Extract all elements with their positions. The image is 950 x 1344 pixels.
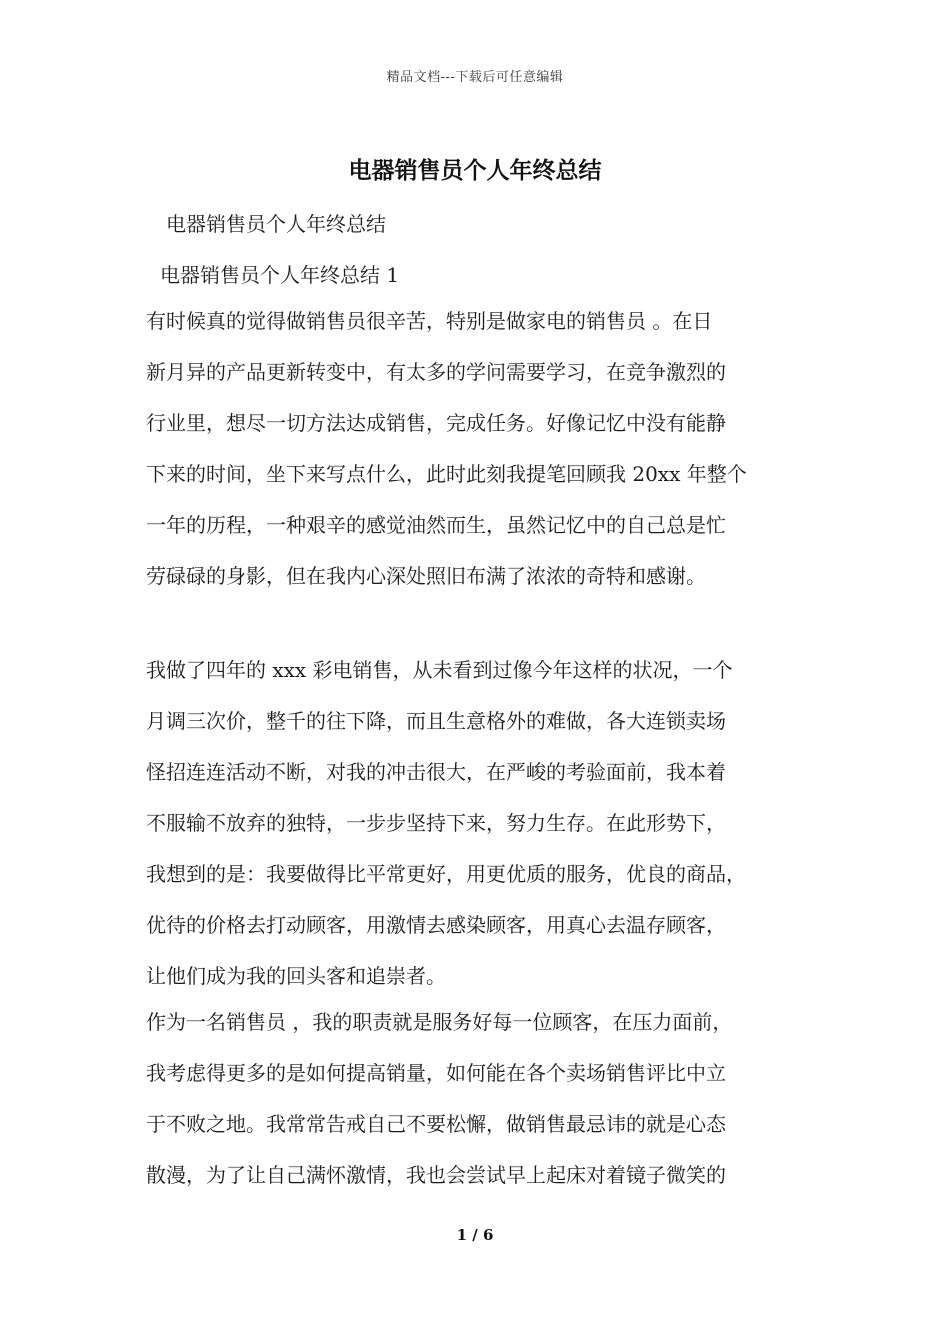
paragraph-line: 月调三次价，整千的往下降，而且生意格外的难做，各大连锁卖场 bbox=[146, 709, 726, 733]
paragraph-line: 怪招连连活动不断，对我的冲击很大，在严峻的考验面前，我本着 bbox=[146, 760, 726, 784]
paragraph-line: 于不败之地。我常常告戒自己不要松懈，做销售最忌讳的就是心态 bbox=[146, 1112, 726, 1136]
paragraph-line: 我做了四年的 xxx 彩电销售，从未看到过像今年这样的状况，一个 bbox=[146, 658, 733, 682]
paragraph-line: 我想到的是：我要做得比平常更好，用更优质的服务，优良的商品， bbox=[146, 862, 746, 886]
paragraph-line: 下来的时间，坐下来写点什么，此时此刻我提笔回顾我 20xx 年整个 bbox=[146, 462, 747, 486]
document-title: 电器销售员个人年终总结 bbox=[348, 157, 602, 184]
header-note: 精品文档---下载后可任意编辑 bbox=[386, 70, 564, 85]
paragraph-line: 行业里，想尽一切方法达成销售，完成任务。好像记忆中没有能静 bbox=[146, 411, 726, 435]
paragraph-line: 作为一名销售员 ，我的职责就是服务好每一位顾客，在压力面前， bbox=[146, 1010, 733, 1034]
paragraph-line: 散漫，为了让自己满怀激情，我也会尝试早上起床对着镜子微笑的 bbox=[146, 1163, 726, 1187]
paragraph-line: 优待的价格去打动顾客，用激情去感染顾客，用真心去温存顾客， bbox=[146, 913, 726, 937]
paragraph-line: 有时候真的觉得做销售员很辛苦，特别是做家电的销售员 。在日 bbox=[146, 309, 713, 333]
paragraph-line: 劳碌碌的身影，但在我内心深处照旧布满了浓浓的奇特和感谢。 bbox=[146, 564, 706, 588]
document-subtitle: 电器销售员个人年终总结 bbox=[166, 212, 386, 236]
paragraph-line: 新月异的产品更新转变中，有太多的学问需要学习，在竞争激烈的 bbox=[146, 360, 726, 384]
paragraph-3 bbox=[146, 997, 826, 1201]
paragraph-line: 不服输不放弃的独特，一步步坚持下来，努力生存。在此形势下， bbox=[146, 811, 726, 835]
paragraph-line: 让他们成为我的回头客和追崇者。 bbox=[146, 964, 446, 988]
paragraph-line: 一年的历程，一种艰辛的感觉油然而生，虽然记忆中的自己总是忙 bbox=[146, 513, 726, 537]
page-indicator: 1 / 6 bbox=[456, 1226, 494, 1244]
paragraph-2 bbox=[146, 645, 826, 1002]
paragraph-1 bbox=[146, 296, 826, 602]
section-heading: 电器销售员个人年终总结 1 bbox=[160, 263, 400, 287]
paragraph-line: 我考虑得更多的是如何提高销量，如何能在各个卖场销售评比中立 bbox=[146, 1061, 726, 1085]
